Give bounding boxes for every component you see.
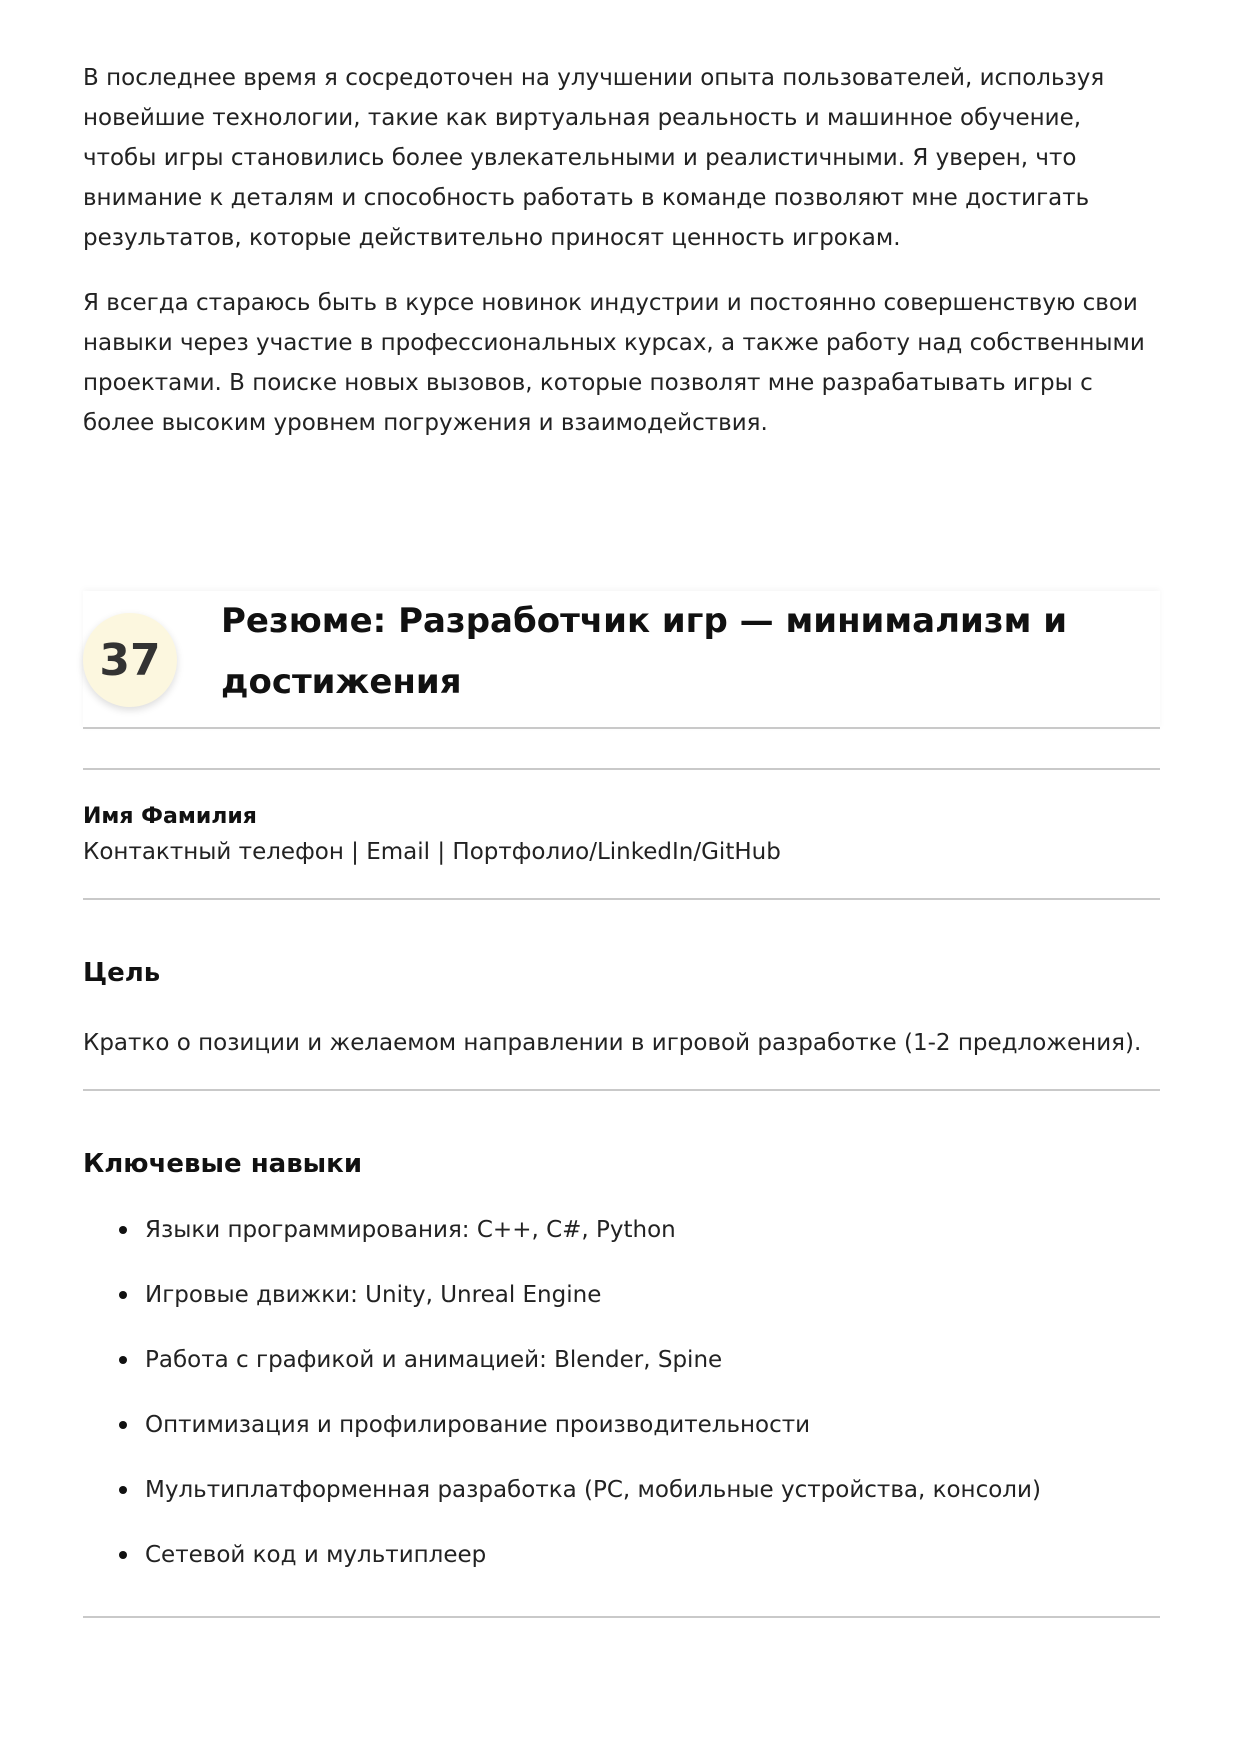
list-item [83, 1275, 1160, 1315]
list-item [83, 1340, 1160, 1380]
goal-heading: Цель [83, 958, 161, 988]
skill-text: Работа с графикой и анимацией: Blender, Spine [145, 1347, 723, 1373]
skills-section [83, 1091, 1160, 1616]
intro-section [83, 58, 1160, 443]
list-item [83, 1210, 1160, 1250]
section-header [83, 591, 1160, 729]
candidate-name: Имя Фамилия [83, 804, 257, 829]
divider [83, 1616, 1160, 1618]
intro-paragraph: В последнее время я сосредоточен на улучшении опыта пользователей, используя новейшие технологии, такие как виртуальная реальность и машинное обучение, чтобы игры становились более увлекательными и реалистичными. Я уверен, что внимание к деталям и способность работать в команде позволяют мне достигать результатов, которые действительно приносят ценность игрокам. [83, 65, 1105, 251]
contact-block [83, 770, 1160, 898]
bullet-icon [119, 1486, 127, 1494]
skill-text: Игровые движки: Unity, Unreal Engine [145, 1282, 602, 1308]
skills-list [83, 1210, 1160, 1575]
section-title: Резюме: Разработчик игр — минимализм и достижения [221, 601, 1068, 702]
contact-info: Контактный телефон | Email | Портфолио/LinkedIn/GitHub [83, 839, 781, 865]
bullet-icon [119, 1226, 127, 1234]
skill-text: Оптимизация и профилирование производительности [145, 1412, 811, 1438]
skill-text: Сетевой код и мультиплеер [145, 1542, 487, 1568]
skills-heading: Ключевые навыки [83, 1149, 363, 1179]
list-item [83, 1535, 1160, 1575]
bullet-icon [119, 1421, 127, 1429]
skill-text: Мультиплатформенная разработка (PC, мобильные устройства, консоли) [145, 1477, 1041, 1503]
list-item [83, 1470, 1160, 1510]
document-page [83, 58, 1160, 1618]
intro-paragraph: Я всегда стараюсь быть в курсе новинок индустрии и постоянно совершенствую свои навыки через участие в профессиональных курсах, а также работу над собственными проектами. В поиске новых вызовов, которые позволят мне разрабатывать игры с более высоким уровнем погружения и взаимодействия. [83, 290, 1145, 436]
list-item [83, 1405, 1160, 1445]
bullet-icon [119, 1356, 127, 1364]
section-number-badge: 37 [83, 613, 177, 707]
goal-section [83, 900, 1160, 1089]
skill-text: Языки программирования: C++, C#, Python [145, 1217, 676, 1243]
goal-text: Кратко о позиции и желаемом направлении в игровой разработке (1-2 предложения). [83, 1030, 1142, 1056]
bullet-icon [119, 1551, 127, 1559]
bullet-icon [119, 1291, 127, 1299]
